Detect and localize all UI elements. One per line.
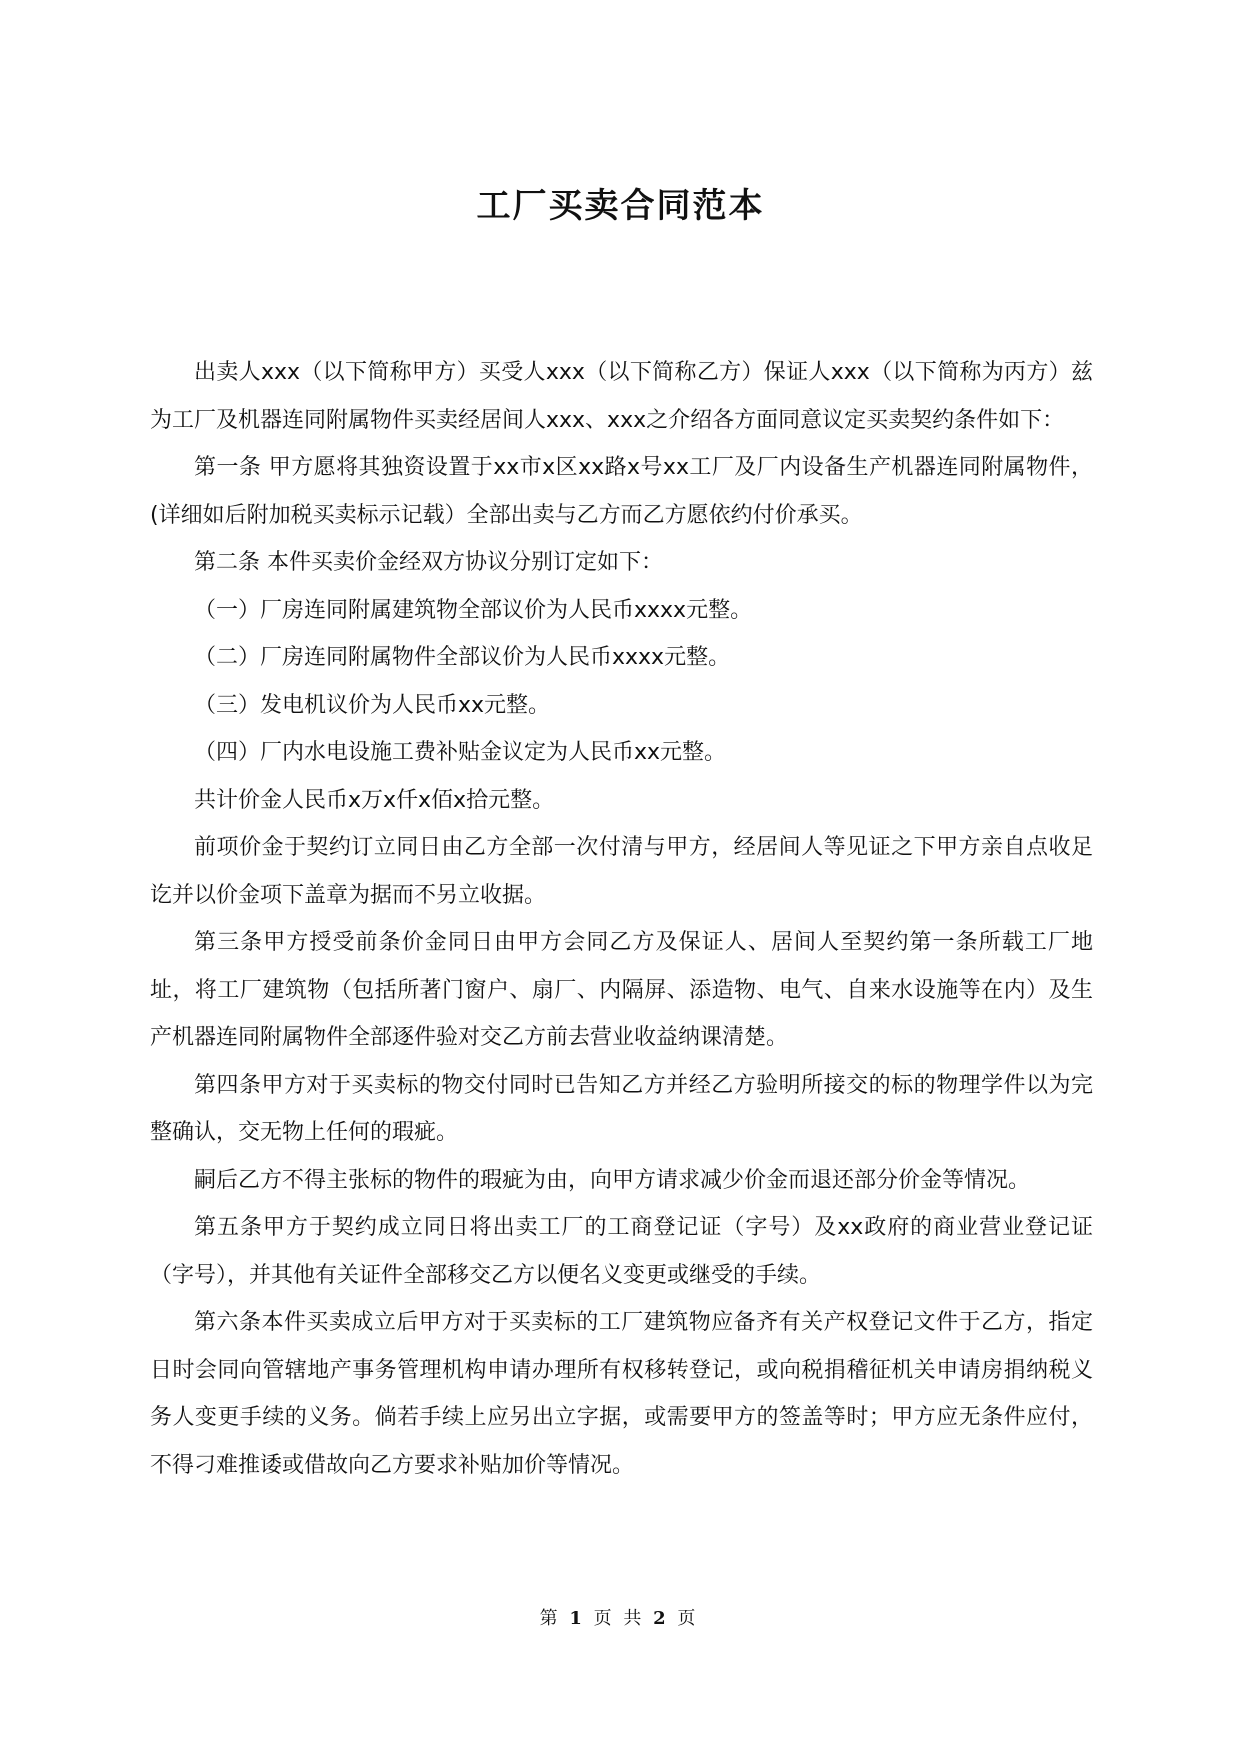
footer-suffix: 页	[677, 1608, 696, 1629]
price-total: 共计价金人民币x万x仟x佰x拾元整。	[194, 787, 555, 813]
current-page-number: 1	[569, 1608, 582, 1629]
article-6-paragraph: 第六条本件买卖成立后甲方对于买卖标的工厂建筑物应备齐有关产权登记文件于乙方，指定日时会同向管辖地产事务管理机构申请办理所有权移转登记，或向税捐稽征机关申请房捐纳税义务人变更手续的义务。倘若手续上应另出立字据，或需要甲方的签盖等时；甲方应无条件应付，不得刁难推诿或借故向乙方要求补贴加价等情况。	[150, 1310, 1093, 1478]
price-item-2: （二）厂房连同附属物件全部议价为人民币xxxx元整。	[194, 645, 731, 670]
document-title: 工厂买卖合同范本	[476, 185, 765, 226]
defect-claim-paragraph: 嗣后乙方不得主张标的物件的瑕疵为由，向甲方请求减少价金而退还部分价金等情况。	[194, 1167, 1031, 1193]
payment-paragraph: 前项价金于契约订立同日由乙方全部一次付清与甲方，经居间人等见证之下甲方亲自点收足讫并以价金项下盖章为据而不另立收据。	[150, 835, 1093, 908]
footer-prefix: 第	[539, 1608, 558, 1629]
price-item-3: （三）发电机议价为人民币xx元整。	[194, 692, 551, 718]
price-item-1: （一）厂房连同附属建筑物全部议价为人民币xxxx元整。	[194, 597, 753, 623]
page-footer	[0, 1606, 1241, 1632]
article-2-paragraph: 第二条 本件买卖价金经双方协议分别订定如下：	[194, 550, 663, 575]
price-item-4: （四）厂内水电设施工费补贴金议定为人民币xx元整。	[194, 740, 727, 765]
total-page-count: 2	[653, 1608, 666, 1629]
article-4-paragraph: 第四条甲方对于买卖标的物交付同时已告知乙方并经乙方验明所接交的标的物理学件以为完整确认，交无物上任何的瑕疵。	[150, 1072, 1093, 1145]
article-1-paragraph: 第一条 甲方愿将其独资设置于xx市x区xx路x号xx工厂及厂内设备生产机器连同附属物件，(详细如后附加税买卖标示记载）全部出卖与乙方而乙方愿依约付价承买。	[150, 455, 1093, 528]
footer-total-prefix: 共	[623, 1608, 642, 1629]
article-5-paragraph: 第五条甲方于契约成立同日将出卖工厂的工商登记证（字号）及xx政府的商业营业登记证（字号），并其他有关证件全部移交乙方以便名义变更或继受的手续。	[150, 1215, 1093, 1288]
footer-page-word: 页	[593, 1608, 612, 1629]
article-3-paragraph: 第三条甲方授受前条价金同日由甲方会同乙方及保证人、居间人至契约第一条所载工厂地址，将工厂建筑物（包括所著门窗户、扇厂、内隔屏、添造物、电气、自来水设施等在内）及生产机器连同附属物件全部逐件验对交乙方前去营业收益纳课清楚。	[150, 930, 1093, 1050]
document-body	[150, 349, 1093, 1489]
intro-paragraph: 出卖人xxx（以下简称甲方）买受人xxx（以下简称乙方）保证人xxx（以下简称为丙方）兹为工厂及机器连同附属物件买卖经居间人xxx、xxx之介绍各方面同意议定买卖契约条件如下：	[150, 360, 1093, 433]
